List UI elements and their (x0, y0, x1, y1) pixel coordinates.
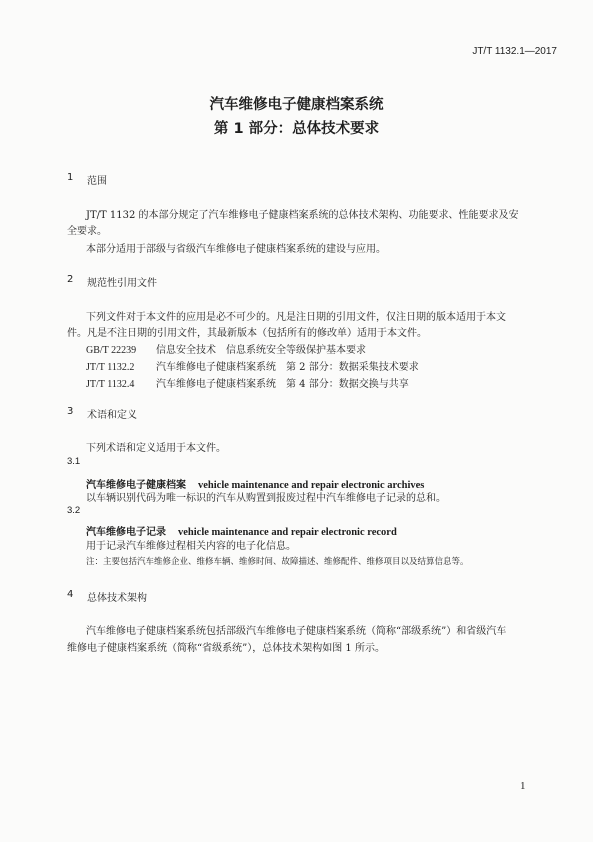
reference-title: 汽车维修电子健康档案系统 第 4 部分：数据交换与共享 (156, 379, 409, 390)
term-chinese: 汽车维修电子记录 (86, 527, 166, 538)
term-number: 3.1 (67, 456, 81, 467)
reference-item (86, 358, 419, 373)
paragraph: 下列术语和定义适用于本文件。 (86, 443, 226, 454)
section-title: 总体技术架构 (87, 593, 147, 604)
reference-title: 信息安全技术 信息系统安全等级保护基本要求 (156, 345, 366, 356)
reference-code: JT/T 1132.4 (86, 379, 135, 390)
term-definition: 以车辆识别代码为唯一标识的汽车从购置到报废过程中汽车维修电子记录的总和。 (86, 493, 446, 504)
section-title: 术语和定义 (87, 410, 137, 421)
section-title: 规范性引用文件 (87, 278, 157, 289)
reference-item (86, 375, 409, 390)
reference-code: JT/T 1132.2 (86, 362, 135, 373)
paragraph: 本部分适用于部级与省级汽车维修电子健康档案系统的建设与应用。 (86, 244, 386, 255)
paragraph: 全要求。 (67, 226, 107, 237)
paragraph: 件。凡是不注日期的引用文件，其最新版本（包括所有的修改单）适用于本文件。 (67, 328, 427, 339)
section-number: 3 (67, 406, 74, 417)
paragraph: 下列文件对于本文件的应用是必不可少的。凡是注日期的引用文件，仅注日期的版本适用于本文 (86, 312, 506, 323)
paragraph: 维修电子健康档案系统（简称“省级系统”），总体技术架构如图 1 所示。 (67, 643, 385, 654)
reference-code: GB/T 22239 (86, 345, 137, 356)
term-note: 注：主要包括汽车维修企业、维修车辆、维修时间、故障描述、维修配件、维修项目以及结算信息等。 (86, 557, 469, 567)
paragraph: JT/T 1132 的本部分规定了汽车维修电子健康档案系统的总体技术架构、功能要求、性能要求及安 (86, 210, 519, 221)
paragraph: 汽车维修电子健康档案系统包括部级汽车维修电子健康档案系统（简称“部级系统”）和省级汽车 (86, 626, 507, 637)
standard-number: JT/T 1132.1—2017 (472, 46, 557, 57)
term-number: 3.2 (67, 505, 81, 516)
section-number: 4 (67, 589, 74, 600)
reference-title: 汽车维修电子健康档案系统 第 2 部分：数据采集技术要求 (156, 362, 419, 373)
term-english: vehicle maintenance and repair electronic record (178, 527, 397, 538)
term-english: vehicle maintenance and repair electronic archives (198, 480, 425, 491)
section-number: 2 (67, 274, 74, 285)
term-definition: 用于记录汽车维修过程相关内容的电子化信息。 (86, 541, 296, 552)
section-number: 1 (67, 172, 74, 183)
document-title: 汽车维修电子健康档案系统 (209, 97, 384, 113)
section-title: 范围 (87, 176, 107, 187)
document-subtitle: 第 1 部分：总体技术要求 (213, 121, 380, 137)
term-chinese: 汽车维修电子健康档案 (86, 480, 186, 491)
page-number: 1 (520, 780, 526, 792)
reference-item (86, 341, 366, 356)
